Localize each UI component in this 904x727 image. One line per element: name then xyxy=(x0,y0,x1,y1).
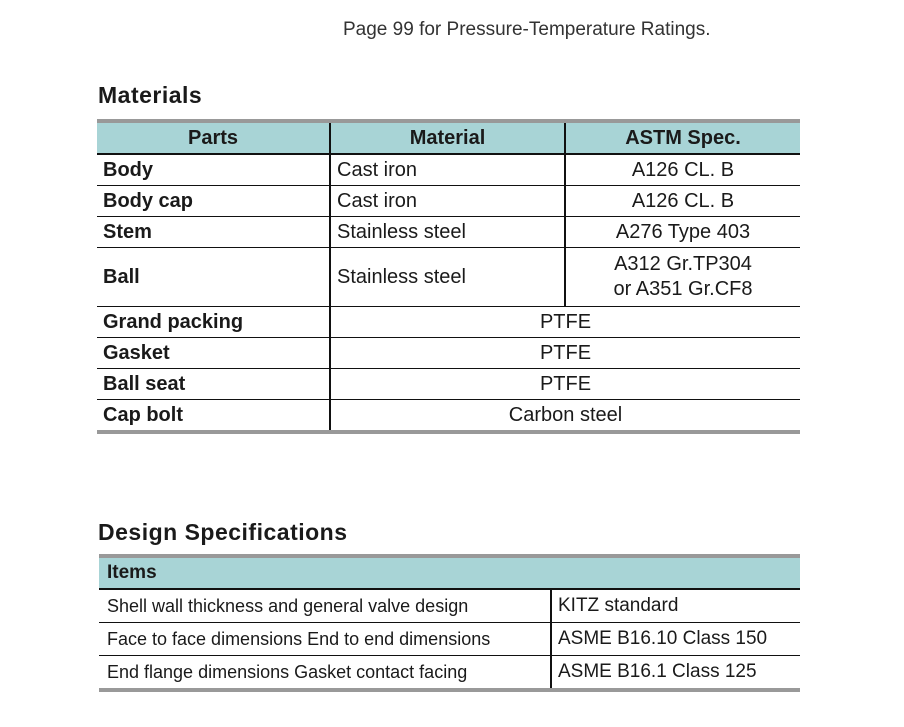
table-row xyxy=(97,217,800,248)
table-row xyxy=(97,248,800,307)
materials-header-row xyxy=(97,121,800,154)
table-row xyxy=(97,369,800,400)
combined-material-cell: PTFE xyxy=(330,369,800,400)
table-row xyxy=(97,338,800,369)
value-cell: ASME B16.1 Class 125 xyxy=(551,656,800,691)
value-cell: ASME B16.10 Class 150 xyxy=(551,623,800,656)
header-astm-spec: ASTM Spec. xyxy=(565,121,800,154)
table-row xyxy=(97,307,800,338)
header-material: Material xyxy=(330,121,565,154)
part-cell: Body xyxy=(97,154,330,186)
table-row xyxy=(97,400,800,433)
combined-material-cell: PTFE xyxy=(330,307,800,338)
table-row xyxy=(99,623,800,656)
pressure-rating-note: Page 99 for Pressure-Temperature Ratings. xyxy=(343,19,711,40)
part-cell: Stem xyxy=(97,217,330,248)
combined-material-cell: Carbon steel xyxy=(330,400,800,433)
table-row xyxy=(99,656,800,691)
astm-cell xyxy=(565,248,800,307)
value-cell: KITZ standard xyxy=(551,589,800,623)
astm-line: or A351 Gr.CF8 xyxy=(613,278,753,300)
design-specifications-table xyxy=(99,554,800,692)
table-row xyxy=(97,154,800,186)
material-cell: Stainless steel xyxy=(330,248,565,307)
part-cell: Gasket xyxy=(97,338,330,369)
header-items: Items xyxy=(99,556,800,589)
design-header-row xyxy=(99,556,800,589)
design-specifications-title: Design Specifications xyxy=(98,519,348,545)
table-row xyxy=(97,186,800,217)
materials-table xyxy=(97,119,800,434)
combined-material-cell: PTFE xyxy=(330,338,800,369)
astm-cell: A126 CL. B xyxy=(565,154,800,186)
astm-line: A312 Gr.TP304 xyxy=(614,253,752,275)
item-cell: Shell wall thickness and general valve design xyxy=(99,589,551,623)
part-cell: Grand packing xyxy=(97,307,330,338)
part-cell: Cap bolt xyxy=(97,400,330,433)
material-cell: Cast iron xyxy=(330,154,565,186)
astm-cell: A276 Type 403 xyxy=(565,217,800,248)
part-cell: Ball seat xyxy=(97,369,330,400)
material-cell: Cast iron xyxy=(330,186,565,217)
item-cell: Face to face dimensions End to end dimensions xyxy=(99,623,551,656)
astm-cell: A126 CL. B xyxy=(565,186,800,217)
item-cell: End flange dimensions Gasket contact facing xyxy=(99,656,551,691)
material-cell: Stainless steel xyxy=(330,217,565,248)
materials-title: Materials xyxy=(98,82,203,108)
header-parts: Parts xyxy=(97,121,330,154)
part-cell: Body cap xyxy=(97,186,330,217)
table-row xyxy=(99,589,800,623)
part-cell: Ball xyxy=(97,248,330,307)
